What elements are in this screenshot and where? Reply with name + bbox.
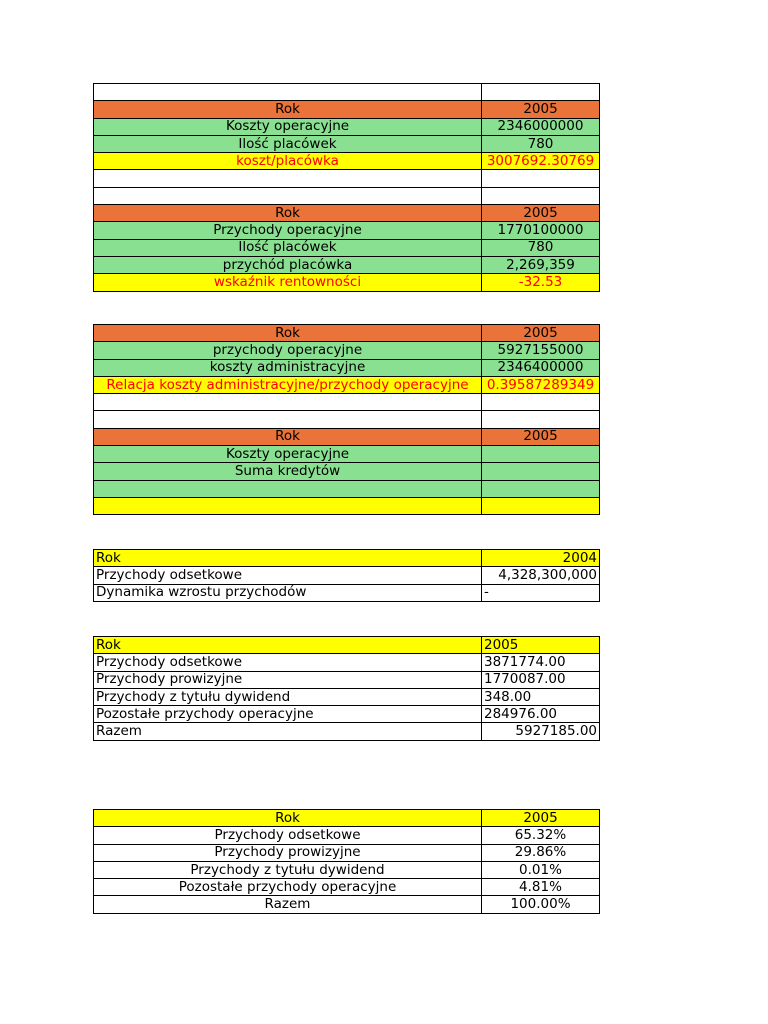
- row-label[interactable]: Przychody odsetkowe: [94, 827, 482, 844]
- table-row: [94, 428, 600, 445]
- row-value[interactable]: 780: [482, 239, 600, 256]
- row-value[interactable]: 2005: [482, 637, 600, 654]
- row-value[interactable]: 0.01%: [482, 861, 600, 878]
- row-value[interactable]: 65.32%: [482, 827, 600, 844]
- row-value[interactable]: 1770087.00: [482, 671, 600, 688]
- row-value[interactable]: 4,328,300,000: [482, 567, 600, 584]
- row-label[interactable]: [94, 480, 482, 497]
- table-row: [94, 101, 600, 118]
- table-row: [94, 810, 600, 827]
- row-label[interactable]: Przychody prowizyjne: [94, 671, 482, 688]
- row-label[interactable]: [94, 84, 482, 101]
- row-label[interactable]: Rok: [94, 325, 482, 342]
- table-row: [94, 118, 600, 135]
- table-row: [94, 256, 600, 273]
- table-row: [94, 153, 600, 170]
- row-value[interactable]: [482, 394, 600, 411]
- row-value[interactable]: [482, 84, 600, 101]
- row-label[interactable]: koszty administracyjne: [94, 359, 482, 376]
- row-label[interactable]: przychody operacyjne: [94, 342, 482, 359]
- row-value[interactable]: 2005: [482, 101, 600, 118]
- row-value[interactable]: [482, 463, 600, 480]
- row-value[interactable]: 3871774.00: [482, 654, 600, 671]
- table-row: [94, 342, 600, 359]
- table-row: [94, 827, 600, 844]
- table-row: [94, 723, 600, 740]
- row-label[interactable]: Rok: [94, 637, 482, 654]
- row-label[interactable]: Rok: [94, 550, 482, 567]
- row-label[interactable]: Koszty operacyjne: [94, 446, 482, 463]
- admin-cost-ratio-table: [93, 324, 600, 515]
- row-value[interactable]: 2005: [482, 810, 600, 827]
- row-value[interactable]: [482, 446, 600, 463]
- row-label[interactable]: Przychody z tytułu dywidend: [94, 861, 482, 878]
- row-label[interactable]: [94, 170, 482, 187]
- table-row: [94, 654, 600, 671]
- row-label[interactable]: Pozostałe przychody operacyjne: [94, 879, 482, 896]
- table-row: [94, 394, 600, 411]
- table-row: [94, 359, 600, 376]
- row-value[interactable]: [482, 170, 600, 187]
- cost-per-branch-table: [93, 83, 600, 292]
- table-row: [94, 135, 600, 152]
- row-label[interactable]: Suma kredytów: [94, 463, 482, 480]
- row-label[interactable]: Dynamika wzrostu przychodów: [94, 584, 482, 601]
- table-row: [94, 896, 600, 913]
- table-row: [94, 861, 600, 878]
- interest-income-growth-table: [93, 549, 600, 602]
- table-row: [94, 480, 600, 497]
- row-value[interactable]: 3007692.30769: [482, 153, 600, 170]
- row-value[interactable]: 2005: [482, 205, 600, 222]
- table-row: [94, 376, 600, 393]
- table-row: [94, 170, 600, 187]
- row-value[interactable]: 2004: [482, 550, 600, 567]
- row-value[interactable]: -: [482, 584, 600, 601]
- row-value[interactable]: 29.86%: [482, 844, 600, 861]
- row-label[interactable]: Razem: [94, 723, 482, 740]
- row-value[interactable]: 0.39587289349: [482, 376, 600, 393]
- row-value[interactable]: 2,269,359: [482, 256, 600, 273]
- table-row: [94, 497, 600, 514]
- row-label[interactable]: Relacja koszty administracyjne/przychody operacyjne: [94, 376, 482, 393]
- row-value[interactable]: 284976.00: [482, 706, 600, 723]
- row-value[interactable]: 2346000000: [482, 118, 600, 135]
- table-row: [94, 637, 600, 654]
- row-label[interactable]: przychód placówka: [94, 256, 482, 273]
- table-row: [94, 187, 600, 204]
- table-row: [94, 205, 600, 222]
- table-row: [94, 239, 600, 256]
- row-value[interactable]: [482, 497, 600, 514]
- table-row: [94, 325, 600, 342]
- table-row: [94, 550, 600, 567]
- table-row: [94, 567, 600, 584]
- table-row: [94, 84, 600, 101]
- row-label[interactable]: Przychody operacyjne: [94, 222, 482, 239]
- row-label[interactable]: Przychody odsetkowe: [94, 654, 482, 671]
- table-row: [94, 222, 600, 239]
- row-value[interactable]: 348.00: [482, 688, 600, 705]
- row-label[interactable]: koszt/placówka: [94, 153, 482, 170]
- row-label[interactable]: Rok: [94, 428, 482, 445]
- row-label[interactable]: Razem: [94, 896, 482, 913]
- row-label[interactable]: [94, 187, 482, 204]
- row-label[interactable]: [94, 394, 482, 411]
- income-structure-table: [93, 809, 600, 914]
- row-value[interactable]: [482, 411, 600, 428]
- table-row: [94, 844, 600, 861]
- table-row: [94, 274, 600, 291]
- row-label[interactable]: Rok: [94, 205, 482, 222]
- row-value[interactable]: 4.81%: [482, 879, 600, 896]
- row-value[interactable]: 2346400000: [482, 359, 600, 376]
- row-label[interactable]: [94, 497, 482, 514]
- row-label[interactable]: Rok: [94, 101, 482, 118]
- row-value[interactable]: [482, 480, 600, 497]
- table-row: [94, 411, 600, 428]
- row-label[interactable]: Koszty operacyjne: [94, 118, 482, 135]
- table-row: [94, 463, 600, 480]
- row-label[interactable]: [94, 411, 482, 428]
- table-row: [94, 446, 600, 463]
- row-value[interactable]: 100.00%: [482, 896, 600, 913]
- row-label[interactable]: Przychody z tytułu dywidend: [94, 688, 482, 705]
- table-row: [94, 879, 600, 896]
- row-label[interactable]: Pozostałe przychody operacyjne: [94, 706, 482, 723]
- table-row: [94, 671, 600, 688]
- operating-income-table: [93, 636, 600, 741]
- row-label[interactable]: Przychody prowizyjne: [94, 844, 482, 861]
- table-row: [94, 706, 600, 723]
- row-value[interactable]: 5927155000: [482, 342, 600, 359]
- table-row: [94, 584, 600, 601]
- table-row: [94, 688, 600, 705]
- row-value[interactable]: -32.53: [482, 274, 600, 291]
- row-label[interactable]: Ilość placówek: [94, 135, 482, 152]
- row-label[interactable]: Ilość placówek: [94, 239, 482, 256]
- row-value[interactable]: 780: [482, 135, 600, 152]
- row-label[interactable]: Rok: [94, 810, 482, 827]
- row-label[interactable]: wskaźnik rentowności: [94, 274, 482, 291]
- row-value[interactable]: 5927185.00: [482, 723, 600, 740]
- row-value[interactable]: 2005: [482, 325, 600, 342]
- row-value[interactable]: 1770100000: [482, 222, 600, 239]
- row-label[interactable]: Przychody odsetkowe: [94, 567, 482, 584]
- row-value[interactable]: [482, 187, 600, 204]
- row-value[interactable]: 2005: [482, 428, 600, 445]
